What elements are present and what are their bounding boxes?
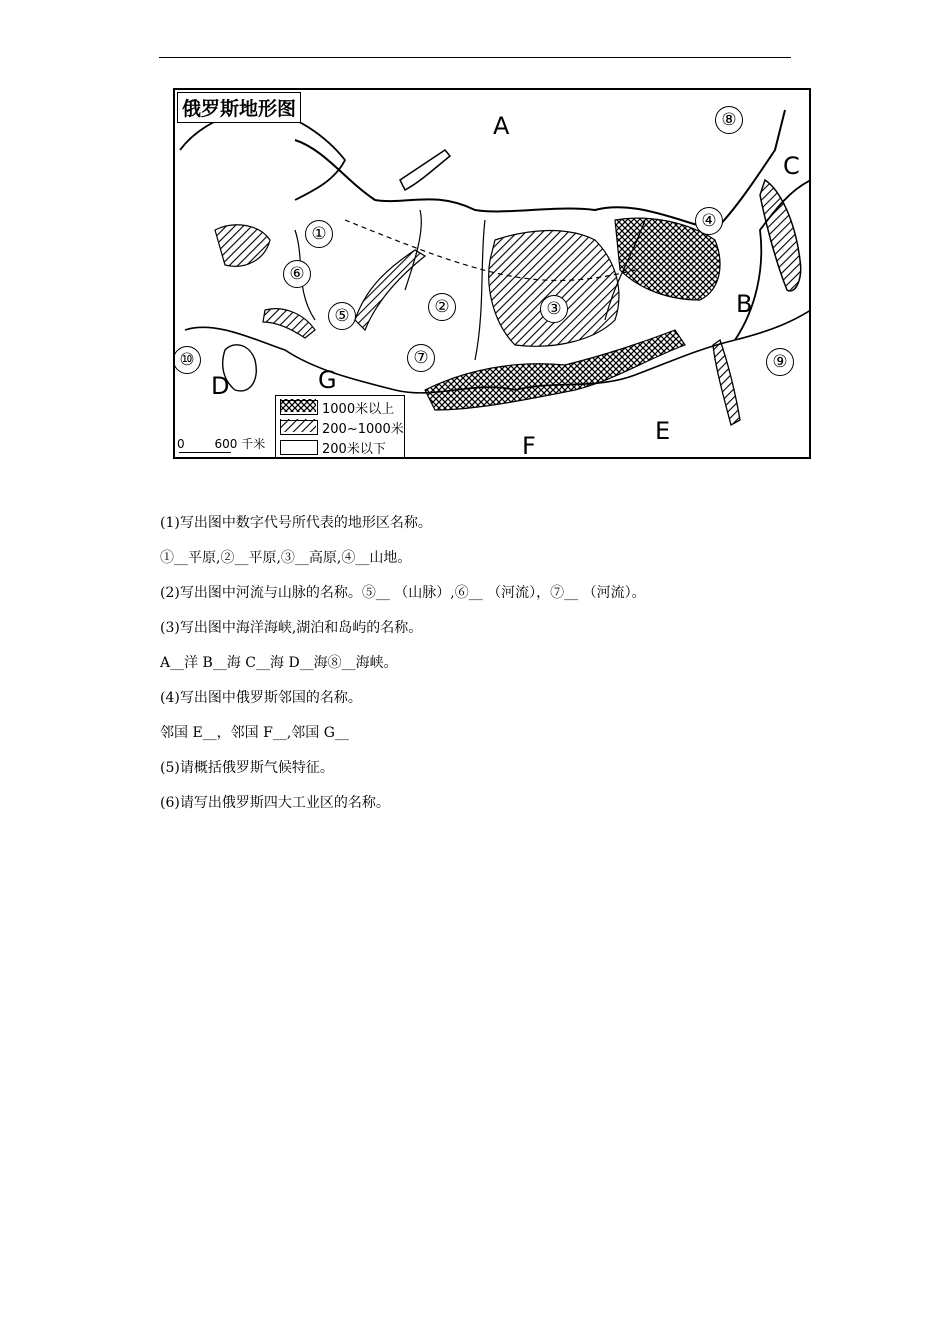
marker-2: ② xyxy=(428,293,456,321)
scale-value: 600 xyxy=(214,437,238,451)
question-2: (2)写出图中河流与山脉的名称。⑤__ （山脉）,⑥__ （河流），⑦__ （河流）。 xyxy=(160,585,646,601)
novaya-zemlya xyxy=(400,150,450,190)
marker-8: ⑧ xyxy=(715,106,743,134)
question-6: (6)请写出俄罗斯四大工业区的名称。 xyxy=(160,795,390,811)
map-scale xyxy=(177,435,265,452)
legend-label-low: 200米以下 xyxy=(322,442,386,457)
question-4-blanks: 邻国 E__，邻国 F__,邻国 G__ xyxy=(160,725,349,741)
label-e: E xyxy=(655,417,671,445)
river-yenisei xyxy=(475,220,485,360)
legend-swatch-low xyxy=(280,440,318,455)
label-a: A xyxy=(493,112,510,140)
marker-3: ③ xyxy=(540,295,568,323)
caucasus xyxy=(263,309,315,338)
marker-5: ⑤ xyxy=(328,302,356,330)
river-ob xyxy=(405,210,421,290)
marker-6: ⑥ xyxy=(283,260,311,288)
label-b: B xyxy=(736,290,753,318)
sakhalin xyxy=(713,340,740,425)
label-d: D xyxy=(211,372,230,400)
central-siberian-plateau xyxy=(489,231,619,347)
label-f: F xyxy=(522,432,536,459)
legend-row-mid xyxy=(280,419,404,436)
legend-swatch-high xyxy=(280,400,318,415)
question-5: (5)请概括俄罗斯气候特征。 xyxy=(160,760,334,776)
legend-row-low xyxy=(280,439,386,456)
scale-bar xyxy=(179,452,231,453)
map-legend xyxy=(275,395,405,459)
marker-7: ⑦ xyxy=(407,344,435,372)
map-title: 俄罗斯地形图 xyxy=(177,92,301,123)
kola-highlands xyxy=(215,225,270,266)
question-4: (4)写出图中俄罗斯邻国的名称。 xyxy=(160,690,362,706)
legend-label-mid: 200~1000米 xyxy=(322,422,404,437)
label-c: C xyxy=(783,152,800,180)
legend-label-high: 1000米以上 xyxy=(322,402,395,417)
question-list xyxy=(160,506,800,821)
scale-zero: 0 xyxy=(177,437,185,451)
label-g: G xyxy=(318,366,337,394)
question-1-blanks: ①__平原,②__平原,③__高原,④__山地。 xyxy=(160,550,412,566)
question-3: (3)写出图中海洋海峡,湖泊和岛屿的名称。 xyxy=(160,620,423,636)
question-3-blanks: A__洋 B__海 C__海 D__海⑧__海峡。 xyxy=(160,655,398,671)
marker-9: ⑨ xyxy=(766,348,794,376)
russia-terrain-map xyxy=(173,88,811,459)
header-rule xyxy=(159,57,791,58)
question-1: (1)写出图中数字代号所代表的地形区名称。 xyxy=(160,515,432,531)
scale-unit: 千米 xyxy=(241,437,266,451)
marker-10: ⑩ xyxy=(173,346,201,374)
legend-swatch-mid xyxy=(280,420,318,435)
legend-row-high xyxy=(280,399,394,416)
marker-4: ④ xyxy=(695,207,723,235)
map-drawing xyxy=(175,90,811,459)
marker-1: ① xyxy=(305,220,333,248)
kamchatka xyxy=(760,180,801,291)
